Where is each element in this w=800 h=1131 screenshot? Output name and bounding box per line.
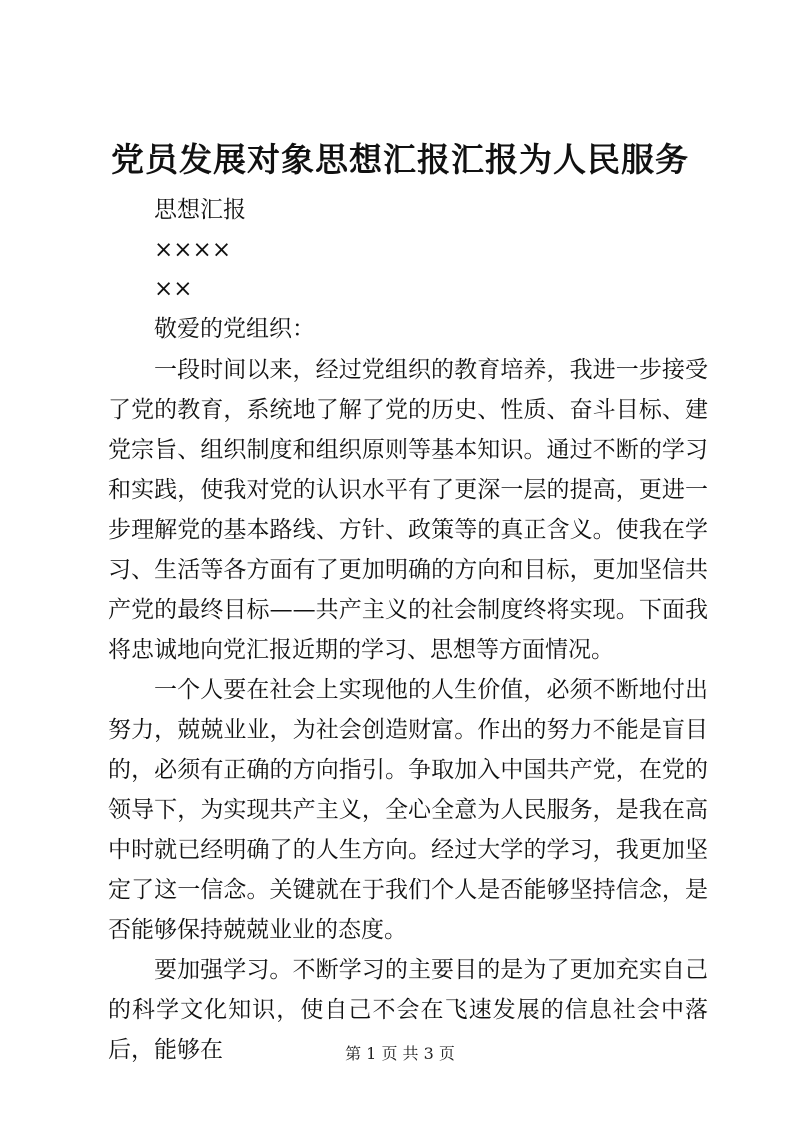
paragraph-3: 要加强学习。不断学习的主要目的是为了更加充实自己的科学文化知识，使自己不会在飞速发展的信息社会中落后，能够在 — [108, 957, 708, 1063]
heading-block — [108, 190, 708, 230]
page-number-footer: 第 1 页 共 3 页 — [345, 1044, 455, 1063]
heading-line-name-placeholder: ×××× — [154, 237, 232, 263]
document-title: 党员发展对象思想汇报汇报为人民服务 — [111, 140, 689, 179]
heading-line-date-placeholder: ×× — [154, 276, 193, 302]
heading-block — [108, 230, 708, 270]
salutation: 敬爱的党组织： — [154, 316, 315, 342]
heading-block — [108, 309, 708, 349]
body-text — [108, 350, 708, 1070]
paragraph-1: 一段时间以来，经过党组织的教育培养，我进一步接受了党的教育，系统地了解了党的历史、性质、奋斗目标、建党宗旨、组织制度和组织原则等基本知识。通过不断的学习和实践，使我对党的认识水平有了更深一层的提高，更进一步理解党的基本路线、方针、政策等的真正含义。使我在学习、生活等各方面有了更加明确的方向和目标，更加坚信共产党的最终目标——共产主义的社会制度终将实现。下面我将忠诚地向党汇报近期的学习、思想等方面情况。 — [108, 357, 708, 663]
paragraph-2: 一个人要在社会上实现他的人生价值，必须不断地付出努力，兢兢业业，为社会创造财富。作出的努力不能是盲目的，必须有正确的方向指引。争取加入中国共产党，在党的领导下，为实现共产主义，全心全意为人民服务，是我在高中时就已经明确了的人生方向。经过大学的学习，我更加坚定了这一信念。关键就在于我们个人是否能够坚持信念，是否能够保持兢兢业业的态度。 — [108, 677, 708, 943]
heading-block — [108, 269, 708, 309]
heading-line-report: 思想汇报 — [154, 197, 246, 223]
